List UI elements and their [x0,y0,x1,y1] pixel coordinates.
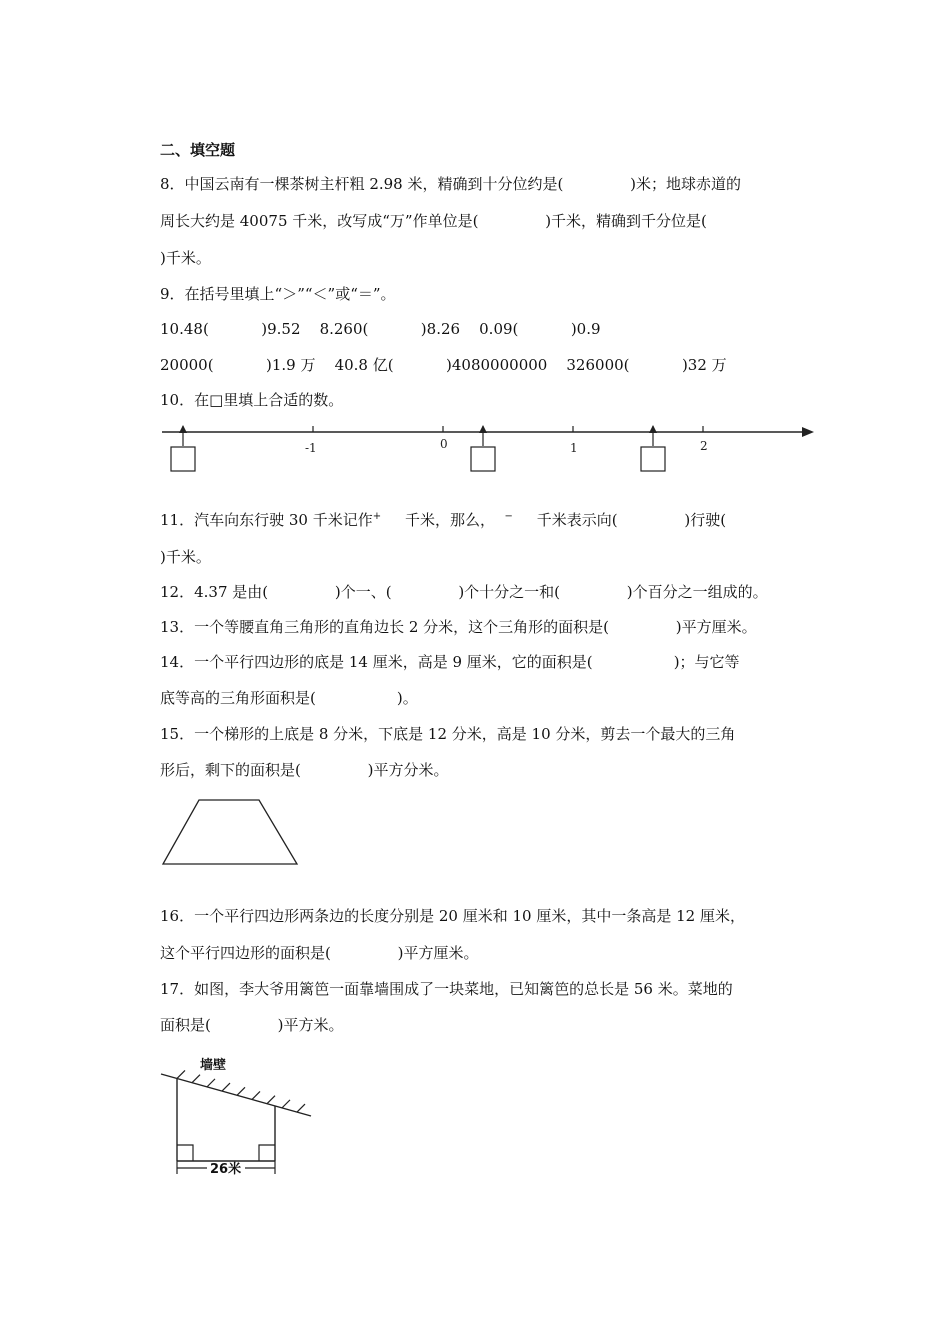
trapezoid-figure [155,792,305,872]
q12-line1: 12．4.37 是由( )个一、( )个十分之一和( )个百分之一组成的。 [160,583,768,601]
q9-line2: 10.48( )9.52 8.260( )8.26 0.09( )0.9 [160,320,601,338]
wall-hatch [207,1079,215,1087]
wall-label: 墙壁 [200,1058,227,1073]
wall-hatch [222,1083,230,1091]
q13-line1: 13．一个等腰直角三角形的直角边长 2 分米，这个三角形的面积是( )平方厘米。 [160,618,757,636]
wall-hatch [192,1075,200,1083]
q10-line1: 10．在□里填上合适的数。 [160,391,344,409]
q9-line1: 9．在括号里填上“＞”“＜”或“＝”。 [160,285,396,303]
wall-line [161,1074,311,1116]
q11-part3: 千米表示向( )行驶( [536,511,727,529]
q8-line3: )千米。 [160,249,211,267]
section-title: 二、填空题 [160,141,236,159]
q15-line1: 15．一个梯形的上底是 8 分米，下底是 12 分米，高是 10 分米，剪去一个最大的三角 [160,725,736,743]
wall-hatch [177,1070,185,1078]
q8-line1: 8．中国云南有一棵茶树主杆粗 2.98 米，精确到十分位约是( )米；地球赤道的 [160,175,741,193]
q14-line2: 底等高的三角形面积是( )。 [160,689,418,707]
length-label: 26米 [210,1162,242,1177]
tick-label-2: 2 [700,439,708,453]
plus-sign: + [372,511,382,522]
q11-line2: )千米。 [160,548,211,566]
trapezoid-shape [163,800,297,864]
wall-hatch [267,1096,275,1104]
tick-label-0: 0 [440,437,448,451]
wall-hatch [297,1104,305,1112]
q9-line3: 20000( )1.9 万 40.8 亿( )4080000000 326000( )32 万 [160,356,727,374]
q17-line2: 面积是( )平方米。 [160,1016,344,1034]
q16-line1: 16．一个平行四边形两条边的长度分别是 20 厘米和 10 厘米，其中一条高是 12 厘米， [160,907,745,925]
wall-hatch [282,1100,290,1108]
wall-hatching [177,1070,305,1112]
q16-line2: 这个平行四边形的面积是( )平方厘米。 [160,944,479,962]
number-line-arrow-icon [802,427,814,437]
garden-figure [155,1050,325,1185]
wall-hatch [237,1087,245,1095]
tick-label-minus1: -1 [305,441,317,455]
minus-sign: − [504,511,513,522]
q11-part1: 11．汽车向东行驶 30 千米记作 [160,511,373,529]
number-line-ticks [183,426,703,432]
right-angle-mark-right [259,1145,275,1161]
q11-line1 [160,510,726,533]
wall-hatch [252,1091,260,1099]
q14-line1: 14．一个平行四边形的底是 14 厘米，高是 9 厘米，它的面积是( )；与它等 [160,653,740,671]
q11-part2: 千米，那么， [404,511,495,529]
q8-line2: 周长大约是 40075 千米，改写成“万”作单位是( )千米，精确到千分位是( [160,212,707,230]
number-line-figure [0,415,950,485]
right-angle-mark-left [177,1145,193,1161]
q17-line1: 17．如图，李大爷用篱笆一面靠墙围成了一块菜地，已知篱笆的总长是 56 米。菜地的 [160,980,733,998]
q15-line2: 形后，剩下的面积是( )平方分米。 [160,761,449,779]
tick-label-1: 1 [570,441,578,455]
